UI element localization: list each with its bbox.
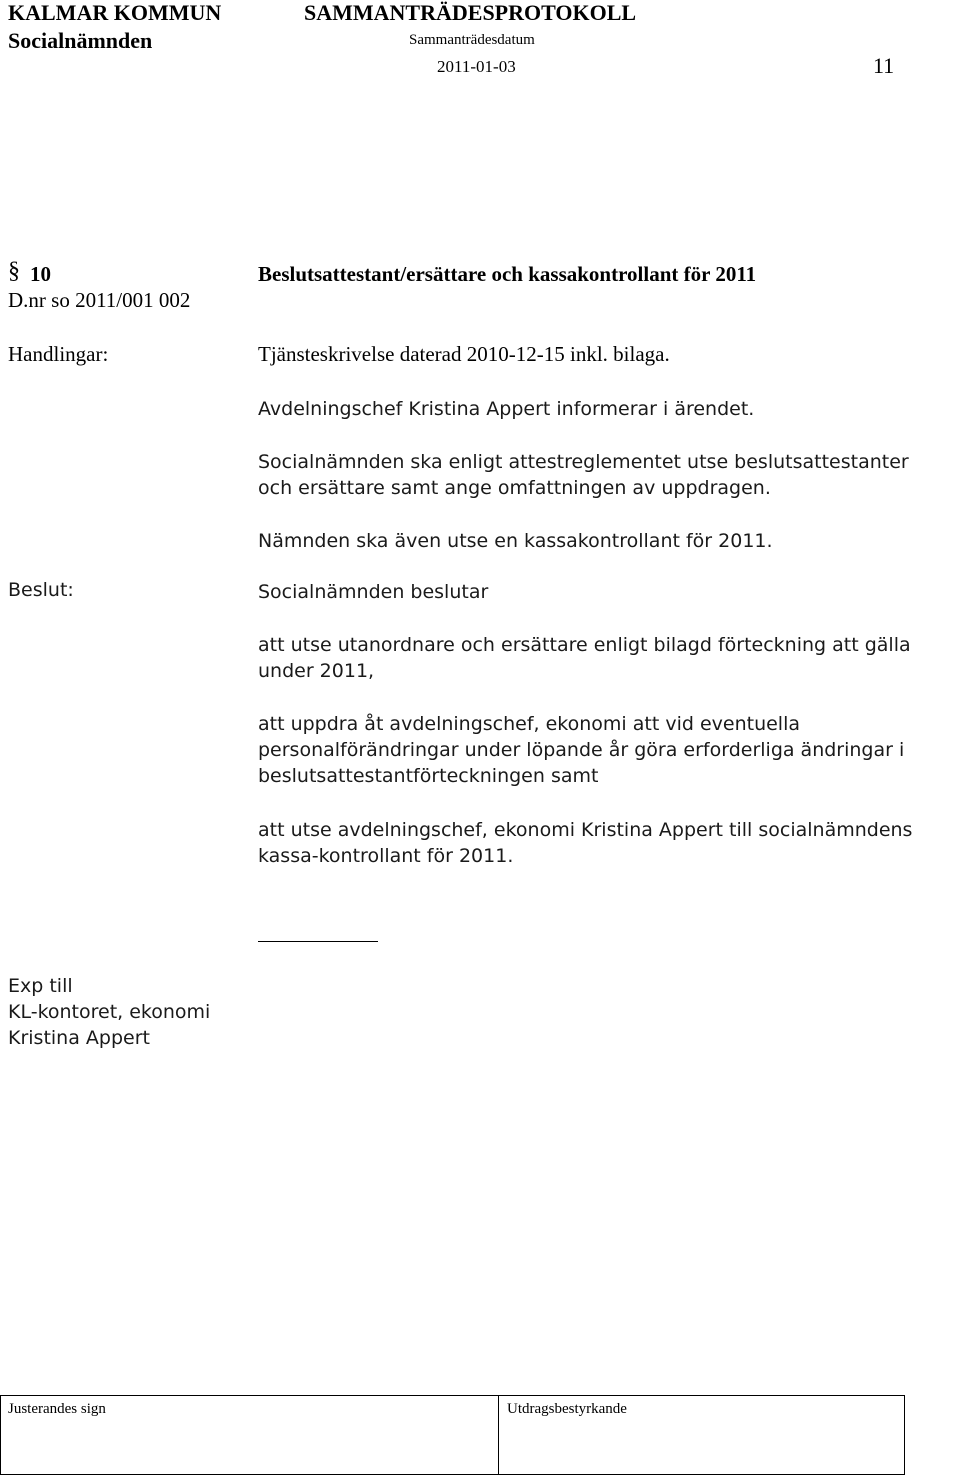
separator-line: [258, 941, 378, 942]
body-paragraph-2: Socialnämnden ska enligt attestreglementet utse beslutsattestanter och ersättare samt ange omfattningen av uppdragen.: [258, 451, 909, 499]
beslut-item: att utse utanordnare och ersättare enligt bilagd förteckning att gälla under 2011,: [258, 634, 911, 682]
beslut-item: att uppdra åt avdelningschef, ekonomi att vid eventuella personalförändringar under löpande år göra erforderliga ändringar i beslutsattestantförteckningen samt: [258, 713, 905, 787]
handlingar-label: Handlingar:: [8, 342, 109, 366]
document-type-title: SAMMANTRÄDESPROTOKOLL: [304, 0, 637, 25]
organization-name: KALMAR KOMMUN: [8, 0, 222, 25]
footer-divider: [498, 1396, 499, 1474]
justerandes-sign-label: Justerandes sign: [8, 1401, 106, 1417]
body-paragraph-1: Avdelningschef Kristina Appert informerar i ärendet.: [258, 398, 755, 420]
beslut-label: Beslut:: [8, 579, 74, 601]
handlingar-text: Tjänsteskrivelse daterad 2010-12-15 inkl. bilaga.: [258, 342, 670, 366]
paragraph-sign: §: [8, 258, 20, 284]
page-number: 11: [873, 53, 895, 78]
diary-number: D.nr so 2011/001 002: [8, 288, 191, 312]
expedition-line: Exp till: [8, 975, 73, 997]
case-title: Beslutsattestant/ersättare och kassakontrollant för 2011: [258, 262, 757, 286]
department-name: Socialnämnden: [8, 28, 153, 53]
expedition-list: [8, 973, 248, 1051]
beslut-intro: Socialnämnden beslutar: [258, 581, 489, 603]
expedition-line: KL-kontoret, ekonomi: [8, 1001, 211, 1023]
utdragsbestyrkande-label: Utdragsbestyrkande: [507, 1401, 627, 1417]
beslut-item: att utse avdelningschef, ekonomi Kristina Appert till socialnämndens kassa-kontrollant för 2011.: [258, 819, 913, 867]
meeting-date: 2011-01-03: [437, 57, 516, 76]
signature-footer: [0, 1395, 905, 1475]
expedition-line: Kristina Appert: [8, 1027, 150, 1049]
paragraph-number: 10: [30, 262, 51, 286]
body-paragraph-3: Nämnden ska även utse en kassakontrollant för 2011.: [258, 530, 773, 552]
meeting-date-label: Sammanträdesdatum: [409, 32, 535, 48]
